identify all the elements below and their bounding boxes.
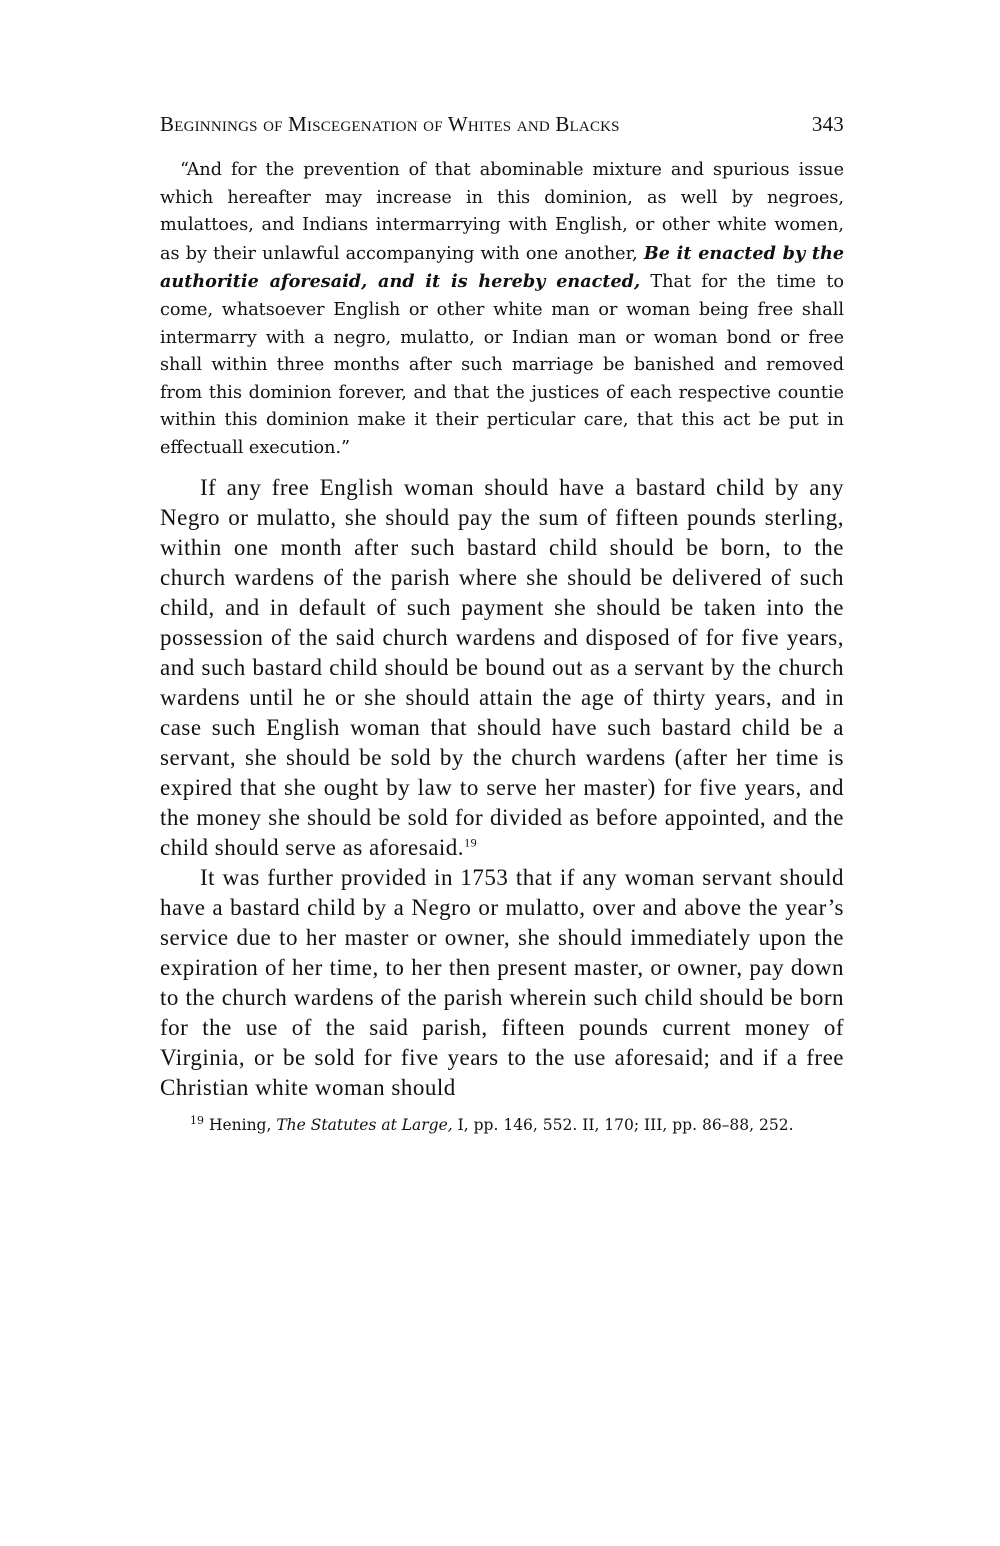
paragraph-1 xyxy=(160,473,844,863)
quote-text-1: “And for the prevention of that abominable mixture and spurious issue which hereafter may increase in this dominion, as well by negroes, mulattoes, and Indians intermarrying with English, or other white women, as by their unlawful accompanying with one another, xyxy=(160,160,844,264)
footnote-citation: I, pp. 146, 552. II, 170; III, pp. 86–88, 252. xyxy=(457,1115,794,1134)
footnote-ref[interactable]: 19 xyxy=(464,834,478,849)
quote-text-2: That for the time to come, whatsoever English or other white man or woman being free shall intermarry with a negro, mulatto, or Indian man or woman bond or free shall within three months after such marriage be banished and removed from this dominion forever, and that the justices of each respective countie within this dominion make it their perticular care, that this act be put in effectuall execution.” xyxy=(160,272,845,458)
page xyxy=(160,112,844,1136)
page-number: 343 xyxy=(811,112,844,136)
running-head xyxy=(160,112,844,137)
quote-enacting-clause: Be it enacted by the authoritie aforesaid, and it is hereby enacted, xyxy=(160,242,845,293)
paragraph-2 xyxy=(160,863,844,1103)
footnote-number: 19 xyxy=(190,1113,204,1127)
paragraph-2-text: It was further provided in 1753 that if any woman servant should have a bastard child by a Negro or mulatto, over and above the year’s service due to her master or owner, she should immediately upon the expiration of her time, to her then present master, or owner, pay down to the church wardens of the parish wherein such child should be born for the use of the said parish, fifteen pounds current money of Virginia, or be sold for five years to the use aforesaid; and if a free Christian white woman should xyxy=(160,864,844,1100)
running-head-title: Beginnings of Miscegenation of Whites and Blacks xyxy=(160,112,620,136)
paragraph-1-text: If any free English woman should have a bastard child by any Negro or mulatto, she should pay the sum of fifteen pounds sterling, within one month after such bastard child should be born, to the church wardens of the parish where she should be delivered of such child, and in default of such payment she should be taken into the possession of the said church wardens and disposed of for five years, and such bastard child should be bound out as a servant by the church wardens until he or she should attain the age of thirty years, and in case such English woman that should have such bastard child be a servant, she should be sold by the church wardens (after her time is expired that she ought by law to serve her master) for five years, and the money she should be sold for divided as before appointed, and the child should serve as aforesaid. xyxy=(160,474,844,860)
footnote-author: Hening, xyxy=(208,1115,272,1134)
footnote xyxy=(160,1115,844,1136)
footnote-work: The Statutes at Large, xyxy=(276,1115,453,1134)
statute-quote xyxy=(160,157,844,463)
